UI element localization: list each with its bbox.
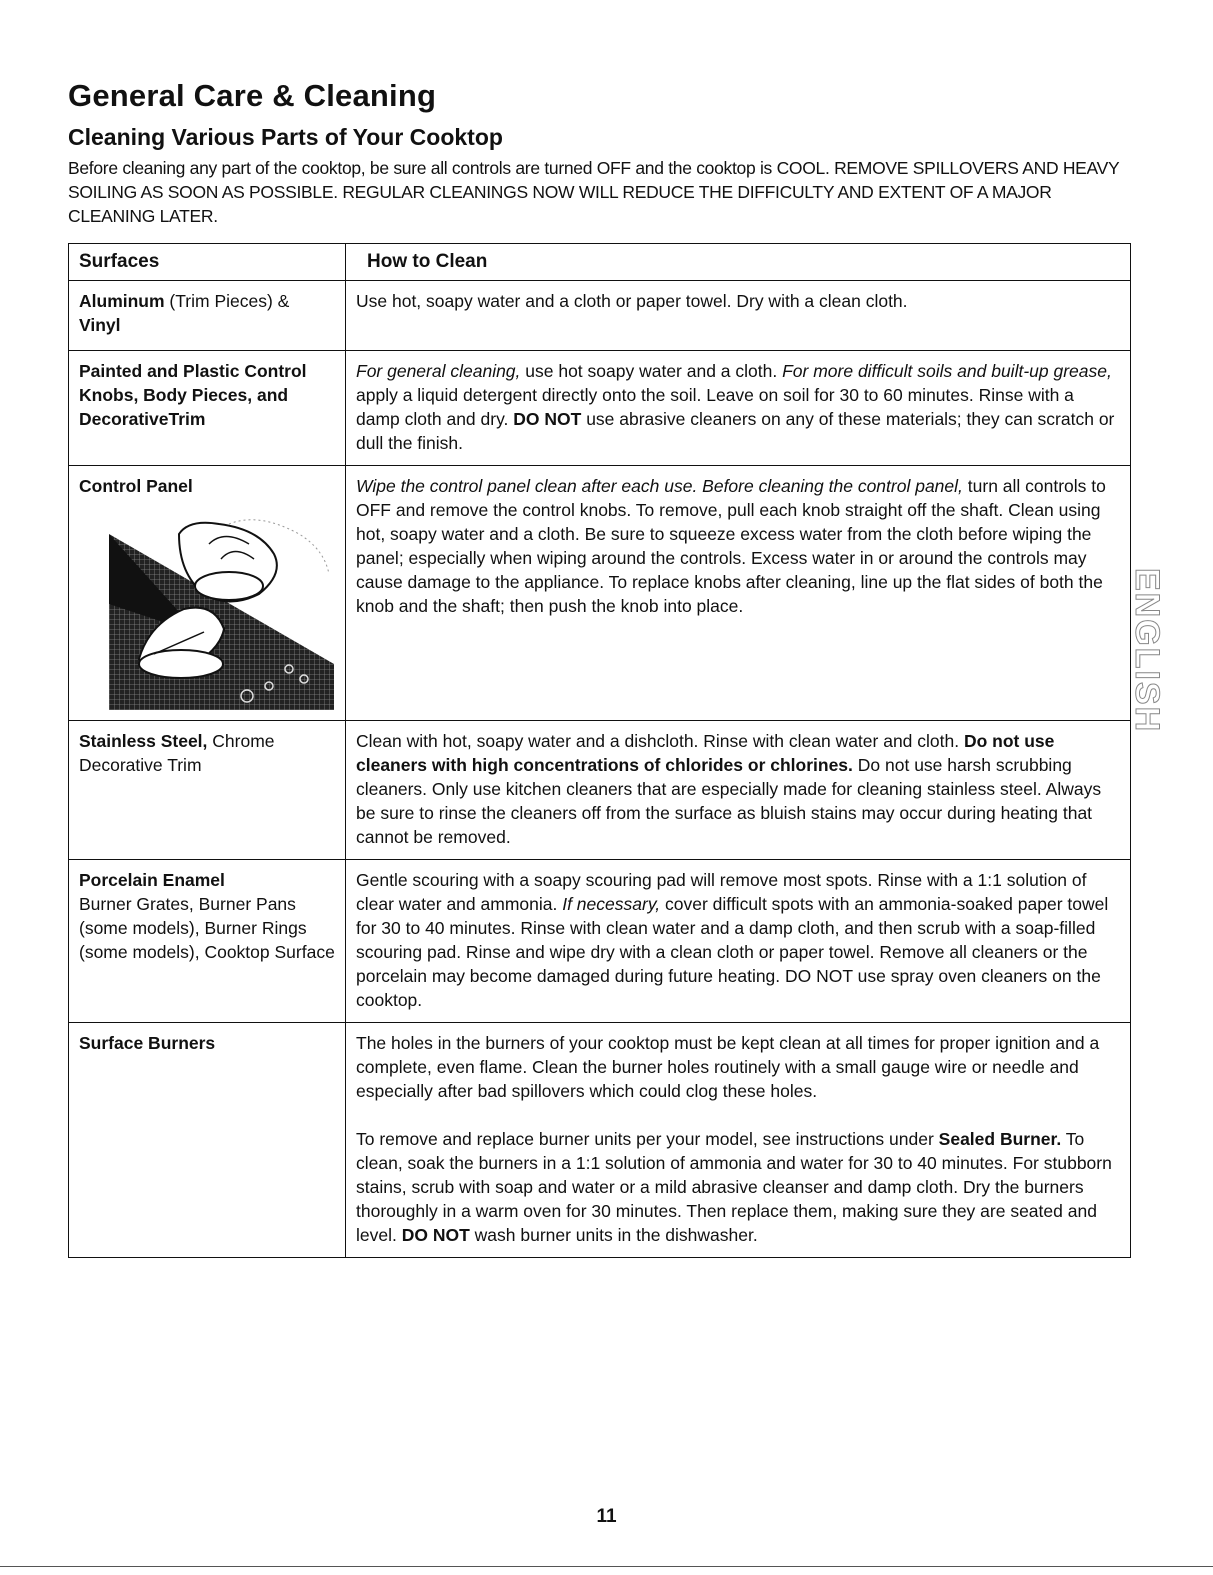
surface-detail: (Trim Pieces) & <box>164 291 290 311</box>
instruction-italic: Wipe the control panel clean after each use. Before cleaning the control panel, <box>356 476 963 496</box>
instruction-text: To remove and replace burner units per your model, see instructions under <box>356 1129 939 1149</box>
surface-cell-painted <box>69 351 346 466</box>
instruction-text: Gentle scouring with a soapy scouring pad will remove most spots. Rinse with a 1:1 solution of clear water and ammonia. <box>356 870 1087 914</box>
bottom-divider <box>0 1566 1213 1567</box>
surface-name: Vinyl <box>79 315 121 335</box>
surface-cell-porcelain <box>69 860 346 1023</box>
instruction-warning: Do not use cleaners with high concentrations of chlorides or chlorines. <box>356 731 1055 775</box>
cleaning-table <box>68 243 1131 1258</box>
instruction-italic: If necessary, <box>562 894 661 914</box>
knob-removal-illustration <box>109 514 334 710</box>
surface-cell-burners <box>69 1023 346 1258</box>
surface-detail: Chrome Decorative Trim <box>79 731 275 775</box>
surface-name: Porcelain Enamel <box>79 870 225 890</box>
intro-paragraph: Before cleaning any part of the cooktop, be sure all controls are turned OFF and the cooktop is COOL. REMOVE SPILLOVERS AND HEAVY SOILING AS SOON AS POSSIBLE. REGULAR CLEANINGS NOW WILL REDUCE THE DIFFICULTY AND EXTENT OF A MAJOR CLEANING LATER. <box>68 158 1120 226</box>
table-row <box>69 466 1131 721</box>
header-surfaces: Surfaces <box>69 244 346 281</box>
surface-name: Surface Burners <box>79 1033 216 1053</box>
how-cell-control-panel <box>346 466 1131 721</box>
how-cell-porcelain <box>346 860 1131 1023</box>
instruction-italic: For general cleaning, <box>356 361 521 381</box>
table-row <box>69 281 1131 351</box>
surface-cell-stainless <box>69 721 346 860</box>
instruction-text: Clean with hot, soapy water and a dishcloth. Rinse with clean water and cloth. <box>356 731 964 751</box>
instruction-warning: DO NOT <box>513 409 582 429</box>
surface-name: Painted and Plastic Control Knobs, Body Pieces, and DecorativeTrim <box>79 361 307 429</box>
instruction-text: Use hot, soapy water and a cloth or paper towel. Dry with a clean cloth. <box>356 291 908 311</box>
table-header-row <box>69 244 1131 281</box>
instruction-text: apply a liquid detergent directly onto the soil. Leave on soil for 30 to 60 minutes. Rinse with a damp cloth and dry. <box>356 385 1074 429</box>
instruction-text: use hot soapy water and a cloth. <box>520 361 783 381</box>
instruction-text: Do not use harsh scrubbing cleaners. Only use kitchen cleaners that are especially made for cleaning stainless steel. Always be sure to rinse the cleaners off from the surface as bluish stains may occur during heating that cannot be removed. <box>356 755 1102 847</box>
surface-name: Aluminum <box>79 291 165 311</box>
language-side-tab: ENGLISH <box>1128 568 1166 734</box>
instruction-paragraph <box>356 1127 1120 1247</box>
instruction-text: To clean, soak the burners in a 1:1 solution of ammonia and water for 30 to 40 minutes. For stubborn stains, scrub with soap and water or a mild abrasive cleanser and damp cloth. Dry the burners thoroughly in a warm oven for 30 minutes. Then replace them, making sure they are seated and level. <box>356 1129 1112 1245</box>
surface-detail: Burner Grates, Burner Pans (some models), Burner Rings (some models), Cooktop Surface <box>79 894 335 962</box>
surface-cell-aluminum <box>69 281 346 351</box>
surface-name: Stainless Steel, <box>79 731 208 751</box>
instruction-text: cover difficult spots with an ammonia-soaked paper towel for 30 to 40 minutes. Rinse with clean water and a damp cloth, and then scrub with a soap-filled scouring pad. Rinse and wipe dry with a clean cloth or paper towel. Remove all cleaners or the porcelain may become damaged during future heating. DO NOT use spray oven cleaners on the cooktop. <box>356 894 1109 1010</box>
surface-cell-control-panel <box>69 466 346 721</box>
how-cell-burners <box>346 1023 1131 1258</box>
how-cell-stainless <box>346 721 1131 860</box>
table-row <box>69 1023 1131 1258</box>
how-cell-aluminum <box>346 281 1131 351</box>
table-row <box>69 721 1131 860</box>
table-row <box>69 351 1131 466</box>
surface-name: Control Panel <box>79 476 193 496</box>
page-title: General Care & Cleaning <box>68 78 437 113</box>
table-row <box>69 860 1131 1023</box>
instruction-italic: For more difficult soils and built-up grease, <box>782 361 1112 381</box>
header-how-to-clean: How to Clean <box>346 244 1131 281</box>
instruction-text: wash burner units in the dishwasher. <box>469 1225 758 1245</box>
instruction-text: turn all controls to OFF and remove the control knobs. To remove, pull each knob straight off the shaft. Clean using hot, soapy water and a cloth. Be sure to squeeze excess water from the cloth before wiping the panel; especially when wiping around the controls. Excess water in or around the controls may cause damage to the appliance. To replace knobs after cleaning, line up the flat sides of both the knob and the shaft; then push the knob into place. <box>356 476 1106 616</box>
instruction-text: use abrasive cleaners on any of these materials; they can scratch or dull the finish. <box>356 409 1115 453</box>
page-number: 11 <box>596 1506 617 1527</box>
instruction-reference: Sealed Burner. <box>938 1129 1062 1149</box>
how-cell-painted <box>346 351 1131 466</box>
instruction-text: The holes in the burners of your cooktop must be kept clean at all times for proper ignition and a complete, even flame. Clean the burner holes routinely with a small gauge wire or needle and especially after bad spillovers which could clog these holes. <box>356 1033 1100 1101</box>
instruction-warning: DO NOT <box>401 1225 470 1245</box>
section-subtitle: Cleaning Various Parts of Your Cooktop <box>68 124 503 150</box>
